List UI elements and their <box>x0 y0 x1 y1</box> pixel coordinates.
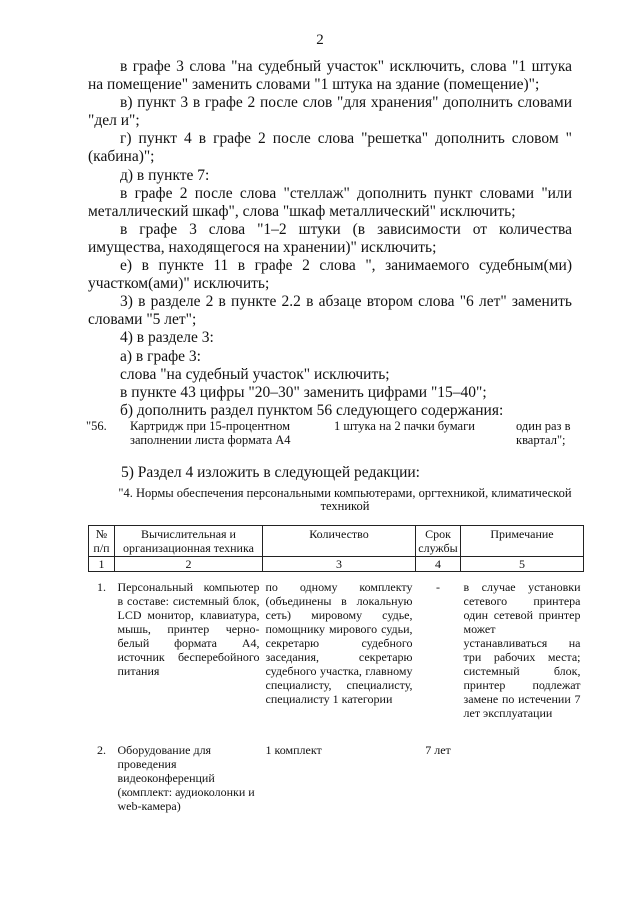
norms-table <box>88 525 584 814</box>
col-header-number: № п/п <box>89 526 115 557</box>
term-cell: - <box>436 580 440 594</box>
column-number: 5 <box>461 557 584 572</box>
paragraph: б) дополнить раздел пунктом 56 следующего содержания: <box>120 401 504 419</box>
paragraph: 4) в разделе 3: <box>120 329 214 347</box>
item-56-name: Картридж при 15-процентном заполнении листа формата А4 <box>130 419 291 447</box>
paragraph: слова "на судебный участок" исключить; <box>120 365 390 383</box>
table-row <box>89 721 584 814</box>
col-header-equipment: Вычислительная и организационная техника <box>115 526 263 557</box>
equipment-cell: Персональный компьютер в составе: системный блок, LCD монитор, клавиатура, мышь, принтер черно-белый формата А4, источник бесперебойного питания <box>117 580 260 678</box>
item-56-term: один раз в квартал"; <box>516 419 571 447</box>
row-number: 2. <box>97 743 106 757</box>
paragraph: г) пункт 4 в графе 2 после слова "решетка" дополнить словом "(кабина)"; <box>88 130 572 166</box>
quantity-cell: по одному комплекту (объединены в локальную сеть) мировому судье, помощнику мирового судьи, секретарю судебного заседания, секретарю судебного участка, главному специалисту, специалисту, специалисту 1 категории <box>265 580 413 706</box>
table-header-row <box>89 526 584 557</box>
term-cell: 7 лет <box>425 743 451 757</box>
column-number: 1 <box>89 557 115 572</box>
column-number: 2 <box>115 557 263 572</box>
equipment-cell: Оборудование для проведения видеоконференций (комплект: аудиоколонки и web-камера) <box>117 743 255 813</box>
paragraph: в) пункт 3 в графе 2 после слов "для хранения" дополнить словами "дел и"; <box>88 94 572 130</box>
amendment-text <box>88 58 572 420</box>
column-number: 3 <box>263 557 416 572</box>
page-number: 2 <box>316 32 324 48</box>
paragraph: е) в пункте 11 в графе 2 слова ", занимаемого судебным(ми) участком(ами)" исключить; <box>88 257 572 293</box>
paragraph: в графе 3 слова "на судебный участок" исключить, слова "1 штука на помещение" заменить словами "1 штука на здание (помещение)"; <box>88 58 572 94</box>
paragraph: а) в графе 3: <box>120 347 201 365</box>
section-5-heading: 5) Раздел 4 изложить в следующей редакции: <box>121 464 420 481</box>
row-number: 1. <box>97 580 106 594</box>
col-header-quantity: Количество <box>263 526 416 557</box>
col-header-term: Срок службы <box>416 526 461 557</box>
col-header-note: Примечание <box>461 526 584 557</box>
paragraph: в пункте 43 цифры "20–30" заменить цифрами "15–40"; <box>120 383 487 401</box>
table-row <box>89 572 584 722</box>
paragraph: в графе 3 слова "1–2 штуки (в зависимости от количества имущества, находящегося на хранении)" исключить; <box>88 220 572 256</box>
column-number-row <box>89 557 584 572</box>
paragraph: д) в пункте 7: <box>120 166 210 184</box>
paragraph: 3) в разделе 2 в пункте 2.2 в абзаце втором слова "6 лет" заменить словами "5 лет"; <box>88 293 572 329</box>
item-56-number: "56. <box>86 419 107 433</box>
note-cell: в случае установки сетевого принтера один сетевой принтер может устанавливаться на три рабочих места; системный блок, принтер подлежат замене по истечении 7 лет эксплуатации <box>463 580 581 720</box>
column-number: 4 <box>416 557 461 572</box>
item-56-quantity: 1 штука на 2 пачки бумаги <box>334 419 475 433</box>
paragraph: в графе 2 после слова "стеллаж" дополнить пункт словами "или металлический шкаф", слова "шкаф металлический" исключить; <box>88 184 572 220</box>
table-title: "4. Нормы обеспечения персональными компьютерами, оргтехникой, климатической техникой <box>118 486 572 513</box>
quantity-cell: 1 комплект <box>265 743 322 757</box>
note-cell <box>461 721 584 814</box>
